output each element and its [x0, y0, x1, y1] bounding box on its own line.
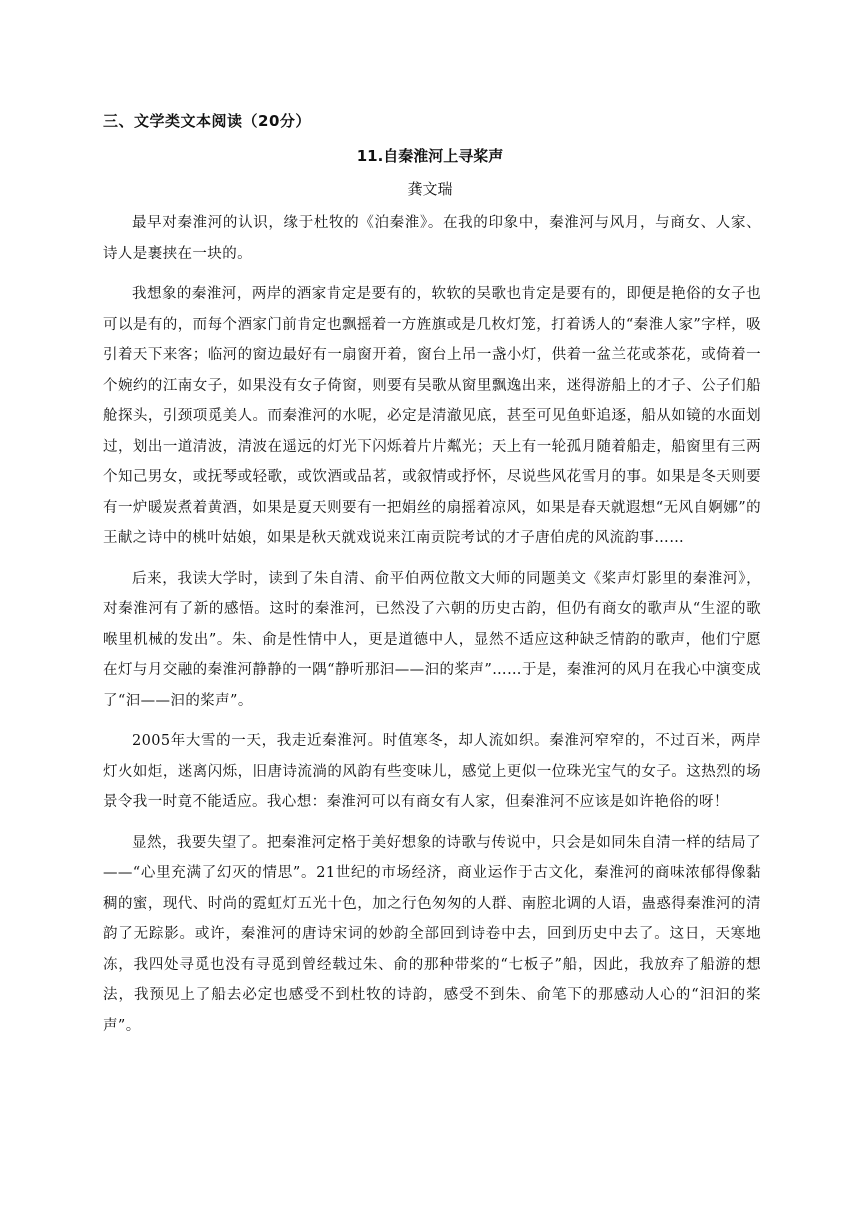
- article-author: 龚文瑞: [407, 180, 453, 198]
- paragraph-1: 最早对秦淮河的认识，缘于杜牧的《泊秦淮》。在我的印象中，秦淮河与风月，与商女、人家、诗人是裹挟在一块的。: [103, 215, 761, 262]
- paragraph-3: 后来，我读大学时，读到了朱自清、俞平伯两位散文大师的同题美文《桨声灯影里的秦淮河》，对秦淮河有了新的感悟。这时的秦淮河，已然没了六朝的历史古韵，但仍有商女的歌声从“生涩的歌喉里机械的发出”。朱、俞是性情中人，更是道德中人，显然不适应这种缺乏情韵的歌声，他们宁愿在灯与月交融的秦淮河静静的一隅“静听那汩——汩的桨声”……于是，秦淮河的风月在我心中演变成了“汩——汩的桨声”。: [103, 570, 761, 709]
- section-heading: 三、文学类文本阅读（20分）: [103, 112, 311, 130]
- article-body: [103, 208, 761, 1051]
- paragraph-5: 显然，我要失望了。把秦淮河定格于美好想象的诗歌与传说中，只会是如同朱自清一样的结局了——“心里充满了幻灭的情思”。21世纪的市场经济，商业运作于古文化，秦淮河的商味浓郁得像黏稠的蜜，现代、时尚的霓虹灯五光十色，加之行色匆匆的人群、南腔北调的人语，蛊惑得秦淮河的清韵了无踪影。或许，秦淮河的唐诗宋词的妙韵全部回到诗卷中去，回到历史中去了。这日，天寒地冻，我四处寻觅也没有寻觅到曾经载过朱、俞的那种带桨的“七板子”船，因此，我放弃了船游的想法，我预见上了船去必定也感受不到杜牧的诗韵，感受不到朱、俞笔下的那感动人心的“汩汩的桨声”。: [103, 834, 761, 1034]
- article-title: [0, 145, 860, 166]
- paragraph-4: 2005年大雪的一天，我走近秦淮河。时值寒冬，却人流如织。秦淮河窄窄的，不过百米，两岸灯火如炬，迷离闪烁，旧唐诗流淌的风韵有些变味儿，感觉上更似一位珠光宝气的女子。这热烈的场景令我一时竟不能适应。我心想：秦淮河可以有商女有人家，但秦淮河不应该是如许艳俗的呀！: [103, 733, 761, 810]
- article-title-text: 自秦淮河上寻桨声: [383, 147, 504, 165]
- question-number: 11.: [356, 147, 384, 165]
- paragraph-2: 我想象的秦淮河，两岸的酒家肯定是要有的，软软的吴歌也肯定是要有的，即便是艳俗的女子也可以是有的，而每个酒家门前肯定也飘摇着一方旌旗或是几枚灯笼，打着诱人的“秦淮人家”字样，吸引着天下来客；临河的窗边最好有一扇窗开着，窗台上吊一盏小灯，供着一盆兰花或茶花，或倚着一个婉约的江南女子，如果没有女子倚窗，则要有吴歌从窗里飘逸出来，迷得游船上的才子、公子们船舱探头，引颈项觅美人。而秦淮河的水呢，必定是清澈见底，甚至可见鱼虾追逐，船从如镜的水面划过，划出一道清波，清波在遥远的灯光下闪烁着片片粼光；天上有一轮孤月随着船走，船窗里有三两个知己男女，或抚琴或轻歌，或饮酒或品茗，或叙情或抒怀，尽说些风花雪月的事。如果是冬天则要有一炉暖炭煮着黄酒，如果是夏天则要有一把娟丝的扇摇着凉风，如果是春天就遐想“无风自婀娜”的王献之诗中的桃叶姑娘，如果是秋天就戏说来江南贡院考试的才子唐伯虎的风流韵事……: [103, 286, 761, 546]
